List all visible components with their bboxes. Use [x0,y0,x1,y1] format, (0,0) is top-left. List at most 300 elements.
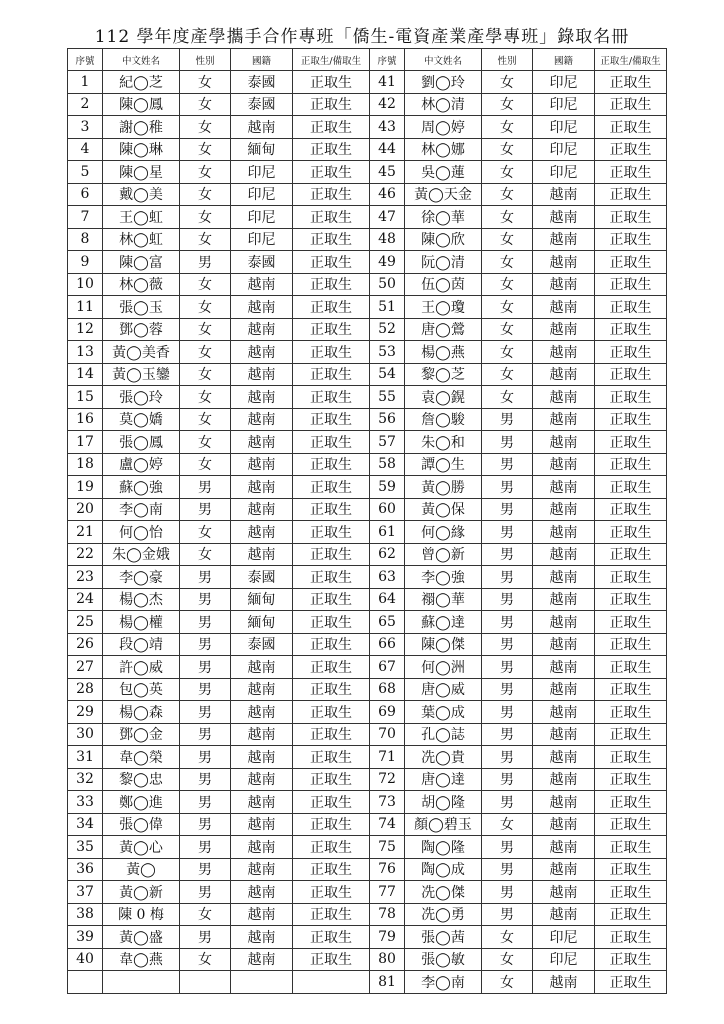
nationality-cell-right: 越南 [533,971,595,994]
student-name-cell-right: 陳◯欣 [405,228,482,251]
row-number-cell-right: 59 [370,476,405,499]
row-number-cell-right: 70 [370,723,405,746]
row-number-cell-right: 67 [370,656,405,679]
student-name-cell-right: 劉◯玲 [405,71,482,94]
row-number-cell-right: 62 [370,543,405,566]
admission-status-cell-left: 正取生 [293,566,370,589]
gender-cell-right: 男 [482,588,533,611]
admission-status-cell-right: 正取生 [595,701,667,724]
gender-cell-left: 男 [180,791,231,814]
student-name-cell-right: 胡◯隆 [405,791,482,814]
table-row [68,926,667,949]
row-number-cell-right: 79 [370,926,405,949]
gender-cell-right: 女 [482,363,533,386]
row-number-cell-left: 14 [68,363,103,386]
gender-cell-right: 男 [482,746,533,769]
student-name-cell-left: 段◯靖 [103,633,180,656]
header-status-right: 正取生/備取生 [595,49,667,71]
admission-status-cell-left: 正取生 [293,791,370,814]
gender-cell-right: 男 [482,656,533,679]
nationality-cell-right: 越南 [533,341,595,364]
admission-status-cell-left: 正取生 [293,813,370,836]
nationality-cell-right: 越南 [533,633,595,656]
row-number-cell-left: 3 [68,116,103,139]
row-number-cell-right: 50 [370,273,405,296]
gender-cell-right: 女 [482,228,533,251]
admission-status-cell-right: 正取生 [595,611,667,634]
nationality-cell-right: 越南 [533,408,595,431]
nationality-cell-left: 越南 [231,836,293,859]
nationality-cell-right: 越南 [533,251,595,274]
admission-status-cell-right: 正取生 [595,476,667,499]
student-name-cell-right: 唐◯鶯 [405,318,482,341]
student-name-cell-left: 紀◯芝 [103,71,180,94]
gender-cell-left: 女 [180,93,231,116]
admission-status-cell-left: 正取生 [293,408,370,431]
student-name-cell-right: 何◯洲 [405,656,482,679]
student-name-cell-right: 唐◯威 [405,678,482,701]
nationality-cell-left: 泰國 [231,251,293,274]
nationality-cell-right: 越南 [533,318,595,341]
table-row [68,228,667,251]
nationality-cell-left: 越南 [231,903,293,926]
gender-cell-left: 女 [180,453,231,476]
nationality-cell-right: 越南 [533,498,595,521]
student-name-cell-right: 徐◯華 [405,206,482,229]
row-number-cell-left: 33 [68,791,103,814]
nationality-cell-left: 越南 [231,926,293,949]
gender-cell-right: 男 [482,611,533,634]
row-number-cell-left: 9 [68,251,103,274]
gender-cell-left: 女 [180,71,231,94]
admission-status-cell-left: 正取生 [293,363,370,386]
header-status-left: 正取生/備取生 [293,49,370,71]
student-name-cell-left: 陳◯星 [103,161,180,184]
admission-status-cell-left: 正取生 [293,206,370,229]
nationality-cell-right: 印尼 [533,138,595,161]
gender-cell-right: 男 [482,543,533,566]
gender-cell-left: 女 [180,408,231,431]
student-name-cell-right: 禤◯華 [405,588,482,611]
row-number-cell-left: 25 [68,611,103,634]
admission-status-cell-right: 正取生 [595,543,667,566]
nationality-cell-right: 越南 [533,386,595,409]
admission-status-cell-right: 正取生 [595,453,667,476]
student-name-cell-right: 陶◯成 [405,858,482,881]
student-name-cell-left: 黃◯新 [103,881,180,904]
gender-cell-right: 男 [482,633,533,656]
admission-status-cell-left: 正取生 [293,723,370,746]
nationality-cell-left: 越南 [231,813,293,836]
admission-status-cell-left: 正取生 [293,633,370,656]
table-row [68,543,667,566]
admission-status-cell-right: 正取生 [595,498,667,521]
admission-status-cell-left: 正取生 [293,228,370,251]
student-name-cell-right: 冼◯貴 [405,746,482,769]
row-number-cell-left: 1 [68,71,103,94]
nationality-cell-right: 越南 [533,206,595,229]
admission-status-cell-left: 正取生 [293,903,370,926]
row-number-cell-right: 51 [370,296,405,319]
row-number-cell-right: 73 [370,791,405,814]
row-number-cell-left [68,971,103,994]
nationality-cell-right: 越南 [533,746,595,769]
admission-status-cell-left: 正取生 [293,341,370,364]
admission-status-cell-left: 正取生 [293,521,370,544]
admission-status-cell-left: 正取生 [293,768,370,791]
row-number-cell-right: 44 [370,138,405,161]
table-row [68,161,667,184]
admission-status-cell-right: 正取生 [595,431,667,454]
student-name-cell-left: 楊◯森 [103,701,180,724]
admission-status-cell-right: 正取生 [595,161,667,184]
row-number-cell-right: 47 [370,206,405,229]
table-row [68,858,667,881]
table-row [68,453,667,476]
student-name-cell-left: 黃◯盛 [103,926,180,949]
student-name-cell-right: 黃◯天金 [405,183,482,206]
nationality-cell-left: 印尼 [231,228,293,251]
nationality-cell-right: 印尼 [533,116,595,139]
gender-cell-right: 女 [482,948,533,971]
row-number-cell-left: 5 [68,161,103,184]
student-name-cell-left: 黃◯美香 [103,341,180,364]
table-row [68,296,667,319]
header-gender-left: 性別 [180,49,231,71]
gender-cell-right: 男 [482,431,533,454]
row-number-cell-left: 20 [68,498,103,521]
row-number-cell-left: 24 [68,588,103,611]
row-number-cell-right: 65 [370,611,405,634]
admission-roster-table [67,48,667,994]
gender-cell-right: 女 [482,341,533,364]
gender-cell-right: 男 [482,768,533,791]
gender-cell-left: 男 [180,858,231,881]
admission-status-cell-left: 正取生 [293,71,370,94]
gender-cell-left: 男 [180,656,231,679]
student-name-cell-left: 林◯薇 [103,273,180,296]
gender-cell-left: 女 [180,206,231,229]
student-name-cell-left: 張◯偉 [103,813,180,836]
nationality-cell-right: 越南 [533,858,595,881]
row-number-cell-left: 16 [68,408,103,431]
gender-cell-right: 女 [482,318,533,341]
gender-cell-right: 男 [482,791,533,814]
admission-status-cell-right: 正取生 [595,791,667,814]
student-name-cell-right: 阮◯清 [405,251,482,274]
row-number-cell-right: 48 [370,228,405,251]
admission-status-cell-right: 正取生 [595,903,667,926]
student-name-cell-left [103,971,180,994]
header-no-left: 序號 [68,49,103,71]
student-name-cell-right: 張◯敏 [405,948,482,971]
admission-status-cell-right: 正取生 [595,971,667,994]
gender-cell-left: 女 [180,363,231,386]
table-row [68,138,667,161]
nationality-cell-right: 越南 [533,363,595,386]
student-name-cell-right: 曾◯新 [405,543,482,566]
admission-status-cell-left: 正取生 [293,498,370,521]
student-name-cell-left: 盧◯婷 [103,453,180,476]
admission-status-cell-left: 正取生 [293,836,370,859]
nationality-cell-right: 越南 [533,768,595,791]
row-number-cell-left: 40 [68,948,103,971]
nationality-cell-left: 印尼 [231,161,293,184]
table-row [68,408,667,431]
row-number-cell-right: 45 [370,161,405,184]
student-name-cell-left: 謝◯稚 [103,116,180,139]
row-number-cell-right: 57 [370,431,405,454]
student-name-cell-right: 譚◯生 [405,453,482,476]
student-name-cell-left: 鄧◯蓉 [103,318,180,341]
gender-cell-left: 男 [180,566,231,589]
nationality-cell-left: 緬甸 [231,138,293,161]
student-name-cell-right: 詹◯駿 [405,408,482,431]
gender-cell-right: 男 [482,903,533,926]
header-nationality-left: 國籍 [231,49,293,71]
header-row [68,49,667,71]
table-row [68,521,667,544]
gender-cell-right: 男 [482,498,533,521]
table-row [68,116,667,139]
row-number-cell-right: 81 [370,971,405,994]
student-name-cell-left: 楊◯權 [103,611,180,634]
row-number-cell-right: 58 [370,453,405,476]
gender-cell-right: 女 [482,138,533,161]
gender-cell-left: 男 [180,476,231,499]
nationality-cell-left: 越南 [231,341,293,364]
gender-cell-right: 男 [482,566,533,589]
admission-status-cell-right: 正取生 [595,296,667,319]
student-name-cell-left: 陳◯琳 [103,138,180,161]
admission-status-cell-left: 正取生 [293,926,370,949]
admission-status-cell-right: 正取生 [595,588,667,611]
nationality-cell-left: 越南 [231,273,293,296]
nationality-cell-left: 印尼 [231,206,293,229]
row-number-cell-right: 49 [370,251,405,274]
student-name-cell-left: 韋◯燕 [103,948,180,971]
gender-cell-right: 女 [482,971,533,994]
row-number-cell-left: 22 [68,543,103,566]
student-name-cell-left: 黃◯心 [103,836,180,859]
row-number-cell-right: 42 [370,93,405,116]
row-number-cell-left: 19 [68,476,103,499]
row-number-cell-left: 10 [68,273,103,296]
row-number-cell-left: 39 [68,926,103,949]
nationality-cell-left: 緬甸 [231,588,293,611]
row-number-cell-left: 38 [68,903,103,926]
admission-status-cell-left: 正取生 [293,138,370,161]
table-row [68,363,667,386]
table-row [68,903,667,926]
nationality-cell-right: 越南 [533,836,595,859]
student-name-cell-right: 李◯南 [405,971,482,994]
gender-cell-left: 女 [180,543,231,566]
student-name-cell-right: 朱◯和 [405,431,482,454]
gender-cell-right: 女 [482,386,533,409]
nationality-cell-left: 越南 [231,498,293,521]
gender-cell-right: 女 [482,206,533,229]
nationality-cell-right: 越南 [533,228,595,251]
row-number-cell-left: 18 [68,453,103,476]
student-name-cell-right: 周◯婷 [405,116,482,139]
table-row [68,251,667,274]
gender-cell-right: 男 [482,476,533,499]
table-row [68,633,667,656]
gender-cell-right: 女 [482,183,533,206]
gender-cell-left: 男 [180,813,231,836]
header-name-right: 中文姓名 [405,49,482,71]
student-name-cell-right: 伍◯茵 [405,273,482,296]
nationality-cell-left: 越南 [231,318,293,341]
row-number-cell-right: 41 [370,71,405,94]
admission-status-cell-right: 正取生 [595,228,667,251]
admission-status-cell-right: 正取生 [595,71,667,94]
nationality-cell-left: 越南 [231,453,293,476]
admission-status-cell-right: 正取生 [595,363,667,386]
admission-status-cell-right: 正取生 [595,93,667,116]
table-row [68,746,667,769]
table-row [68,971,667,994]
nationality-cell-right: 越南 [533,611,595,634]
nationality-cell-right: 越南 [533,791,595,814]
nationality-cell-left: 越南 [231,431,293,454]
gender-cell-left: 女 [180,116,231,139]
row-number-cell-left: 28 [68,678,103,701]
gender-cell-left: 女 [180,296,231,319]
table-row [68,723,667,746]
nationality-cell-left: 越南 [231,408,293,431]
gender-cell-left: 女 [180,903,231,926]
student-name-cell-right: 黃◯保 [405,498,482,521]
gender-cell-right: 男 [482,453,533,476]
nationality-cell-left: 泰國 [231,71,293,94]
table-row [68,881,667,904]
admission-status-cell-left [293,971,370,994]
student-name-cell-right: 孔◯誌 [405,723,482,746]
student-name-cell-left: 黎◯忠 [103,768,180,791]
row-number-cell-left: 11 [68,296,103,319]
student-name-cell-left: 鄧◯金 [103,723,180,746]
gender-cell-right: 女 [482,116,533,139]
admission-status-cell-left: 正取生 [293,318,370,341]
row-number-cell-left: 31 [68,746,103,769]
student-name-cell-left: 楊◯杰 [103,588,180,611]
table-row [68,318,667,341]
row-number-cell-right: 60 [370,498,405,521]
gender-cell-left: 女 [180,273,231,296]
admission-status-cell-right: 正取生 [595,948,667,971]
table-row [68,341,667,364]
row-number-cell-right: 43 [370,116,405,139]
gender-cell-left: 男 [180,723,231,746]
student-name-cell-left: 韋◯榮 [103,746,180,769]
nationality-cell-left: 越南 [231,858,293,881]
table-row [68,813,667,836]
table-row [68,183,667,206]
row-number-cell-left: 36 [68,858,103,881]
admission-status-cell-left: 正取生 [293,746,370,769]
table-row [68,386,667,409]
student-name-cell-right: 袁◯鎤 [405,386,482,409]
nationality-cell-left: 泰國 [231,93,293,116]
table-row [68,476,667,499]
admission-status-cell-right: 正取生 [595,183,667,206]
row-number-cell-right: 78 [370,903,405,926]
admission-status-cell-right: 正取生 [595,341,667,364]
student-name-cell-right: 林◯清 [405,93,482,116]
gender-cell-right: 男 [482,881,533,904]
nationality-cell-right: 越南 [533,723,595,746]
row-number-cell-left: 8 [68,228,103,251]
admission-status-cell-right: 正取生 [595,273,667,296]
row-number-cell-right: 80 [370,948,405,971]
gender-cell-left: 女 [180,183,231,206]
admission-status-cell-right: 正取生 [595,251,667,274]
row-number-cell-left: 12 [68,318,103,341]
nationality-cell-right: 印尼 [533,93,595,116]
nationality-cell-left: 越南 [231,746,293,769]
admission-status-cell-right: 正取生 [595,723,667,746]
nationality-cell-right: 越南 [533,881,595,904]
row-number-cell-left: 35 [68,836,103,859]
nationality-cell-left: 緬甸 [231,611,293,634]
nationality-cell-left: 越南 [231,723,293,746]
table-row [68,768,667,791]
student-name-cell-left: 陳 0 梅 [103,903,180,926]
gender-cell-right: 男 [482,836,533,859]
student-name-cell-left: 陳◯富 [103,251,180,274]
gender-cell-left: 女 [180,341,231,364]
nationality-cell-left: 泰國 [231,566,293,589]
admission-status-cell-left: 正取生 [293,858,370,881]
student-name-cell-left: 王◯虹 [103,206,180,229]
student-name-cell-left: 張◯鳳 [103,431,180,454]
nationality-cell-left: 泰國 [231,633,293,656]
admission-status-cell-left: 正取生 [293,453,370,476]
student-name-cell-right: 陳◯傑 [405,633,482,656]
student-name-cell-right: 楊◯燕 [405,341,482,364]
student-name-cell-left: 戴◯美 [103,183,180,206]
nationality-cell-left: 越南 [231,701,293,724]
student-name-cell-right: 葉◯成 [405,701,482,724]
nationality-cell-left: 越南 [231,768,293,791]
nationality-cell-left: 越南 [231,521,293,544]
row-number-cell-right: 76 [370,858,405,881]
admission-status-cell-left: 正取生 [293,588,370,611]
student-name-cell-right: 張◯茜 [405,926,482,949]
row-number-cell-left: 27 [68,656,103,679]
row-number-cell-left: 32 [68,768,103,791]
gender-cell-left [180,971,231,994]
admission-status-cell-right: 正取生 [595,206,667,229]
row-number-cell-right: 63 [370,566,405,589]
table-row [68,701,667,724]
row-number-cell-left: 6 [68,183,103,206]
row-number-cell-left: 15 [68,386,103,409]
nationality-cell-right: 越南 [533,476,595,499]
admission-status-cell-left: 正取生 [293,678,370,701]
row-number-cell-right: 46 [370,183,405,206]
admission-status-cell-left: 正取生 [293,296,370,319]
student-name-cell-left: 許◯威 [103,656,180,679]
student-name-cell-right: 唐◯達 [405,768,482,791]
row-number-cell-right: 64 [370,588,405,611]
student-name-cell-left: 朱◯金娥 [103,543,180,566]
admission-status-cell-right: 正取生 [595,678,667,701]
admission-status-cell-right: 正取生 [595,521,667,544]
gender-cell-left: 女 [180,948,231,971]
